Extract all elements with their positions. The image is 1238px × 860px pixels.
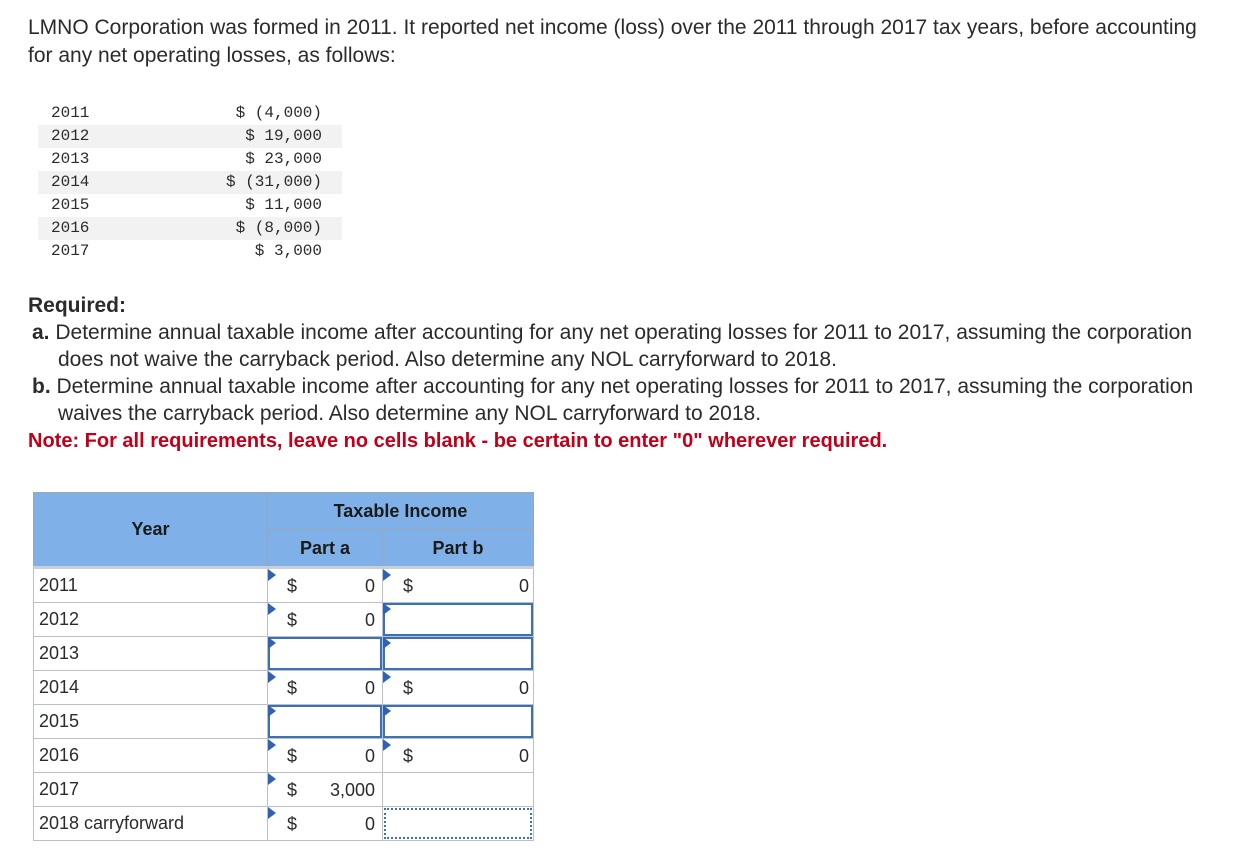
- income-year: 2017: [51, 242, 90, 260]
- currency-symbol: $: [403, 576, 414, 596]
- table-row: [34, 705, 534, 739]
- part-a-value: 0: [364, 746, 375, 766]
- part-a-cell[interactable]: [268, 671, 383, 705]
- part-b-cell[interactable]: [383, 671, 534, 705]
- table-row: [34, 568, 534, 603]
- cell-marker-icon: [268, 637, 276, 649]
- cell-marker-icon: [268, 773, 276, 785]
- income-amount: $ (8,000): [111, 217, 342, 240]
- cell-marker-icon: [268, 569, 276, 581]
- income-amount: $ 11,000: [245, 196, 322, 214]
- part-b-cell[interactable]: [383, 603, 534, 637]
- part-b-cell[interactable]: [383, 637, 534, 671]
- cell-marker-icon: [383, 739, 391, 751]
- income-amount: $ 19,000: [111, 125, 342, 148]
- income-table: [38, 102, 342, 263]
- requirement-b-text: Determine annual taxable income after accounting for any net operating losses for 2011 to 2017, assuming the corporation waives the carryback period. Also determine any NOL carryforward to 2018.: [56, 375, 1194, 425]
- income-year: 2011: [51, 104, 90, 122]
- income-year: 2012: [38, 125, 111, 148]
- part-a-value: 0: [364, 678, 375, 698]
- income-amount: $ (31,000): [111, 171, 342, 194]
- part-a-cell[interactable]: [268, 807, 383, 841]
- part-b-cell-focused[interactable]: [383, 807, 534, 841]
- income-amount: $ (4,000): [235, 104, 322, 122]
- part-b-cell[interactable]: [383, 739, 534, 773]
- cell-marker-icon: [383, 671, 391, 683]
- currency-symbol: $: [403, 746, 414, 766]
- note: Note: For all requirements, leave no cells blank - be certain to enter "0" wherever required.: [28, 430, 888, 452]
- income-row: [38, 194, 342, 217]
- income-amount: $ 3,000: [254, 242, 322, 260]
- cell-marker-icon: [268, 671, 276, 683]
- part-a-value: 0: [364, 576, 375, 596]
- cell-marker-icon: [268, 705, 276, 717]
- row-label: 2011: [34, 568, 268, 603]
- currency-symbol: $: [287, 780, 298, 800]
- row-label: 2018 carryforward: [34, 807, 268, 841]
- table-row: [34, 739, 534, 773]
- answer-table: [33, 492, 534, 841]
- cell-marker-icon: [383, 569, 391, 581]
- part-b-cell[interactable]: [383, 568, 534, 603]
- part-a-cell[interactable]: [268, 705, 383, 739]
- taxable-income-header: Taxable Income: [268, 493, 534, 530]
- income-row: [38, 148, 342, 171]
- income-year: 2013: [51, 150, 90, 168]
- part-b-value: 0: [518, 678, 529, 698]
- requirement-b: [28, 373, 1218, 427]
- cell-marker-icon: [268, 603, 276, 615]
- problem-intro: LMNO Corporation was formed in 2011. It reported net income (loss) over the 2011 through 2017 tax years, before accounting for any net operating losses, as follows:: [28, 16, 1197, 67]
- income-row: [38, 240, 342, 263]
- currency-symbol: $: [287, 678, 298, 698]
- part-a-cell[interactable]: [268, 739, 383, 773]
- table-row: [34, 637, 534, 671]
- part-a-value: 0: [364, 814, 375, 834]
- cell-marker-icon: [383, 603, 391, 615]
- part-a-value: 3,000: [329, 780, 375, 800]
- part-a-cell[interactable]: [268, 603, 383, 637]
- row-label: 2016: [34, 739, 268, 773]
- cell-marker-icon: [383, 637, 391, 649]
- income-year: 2014: [38, 171, 111, 194]
- row-label: 2017: [34, 773, 268, 807]
- currency-symbol: $: [403, 678, 414, 698]
- row-label: 2015: [34, 705, 268, 739]
- requirement-a-label: a.: [32, 321, 50, 344]
- currency-symbol: $: [287, 746, 298, 766]
- table-row: [34, 773, 534, 807]
- income-row: [38, 171, 342, 194]
- part-b-cell[interactable]: [383, 705, 534, 739]
- part-b-value: 0: [518, 746, 529, 766]
- currency-symbol: $: [287, 576, 298, 596]
- income-row: [38, 217, 342, 240]
- income-year: 2016: [38, 217, 111, 240]
- requirement-a-text: Determine annual taxable income after accounting for any net operating losses for 2011 to 2017, assuming the corporation does not waive the carryback period. Also determine any NOL carryforward to 2018.: [55, 321, 1192, 371]
- part-a-cell[interactable]: [268, 773, 383, 807]
- required-heading: Required:: [28, 294, 127, 317]
- cell-marker-icon: [268, 807, 276, 819]
- table-row: [34, 807, 534, 841]
- income-year: 2015: [51, 196, 90, 214]
- part-b-value: 0: [518, 576, 529, 596]
- requirements: [28, 292, 1218, 455]
- part-a-cell[interactable]: [268, 637, 383, 671]
- requirement-b-label: b.: [32, 375, 51, 398]
- requirement-a: [28, 319, 1218, 373]
- part-a-cell[interactable]: [268, 568, 383, 603]
- cell-marker-icon: [268, 739, 276, 751]
- part-a-value: 0: [364, 610, 375, 630]
- income-amount: $ 23,000: [245, 150, 322, 168]
- income-row: [38, 125, 342, 148]
- part-a-header: Part a: [268, 530, 383, 568]
- part-b-header: Part b: [383, 530, 534, 568]
- currency-symbol: $: [287, 814, 298, 834]
- year-header: Year: [34, 493, 268, 568]
- currency-symbol: $: [287, 610, 298, 630]
- table-row: [34, 671, 534, 705]
- row-label: 2012: [34, 603, 268, 637]
- income-row: [38, 102, 342, 125]
- part-b-cell: [383, 773, 534, 807]
- table-row: [34, 603, 534, 637]
- cell-marker-icon: [383, 705, 391, 717]
- row-label: 2013: [34, 637, 268, 671]
- row-label: 2014: [34, 671, 268, 705]
